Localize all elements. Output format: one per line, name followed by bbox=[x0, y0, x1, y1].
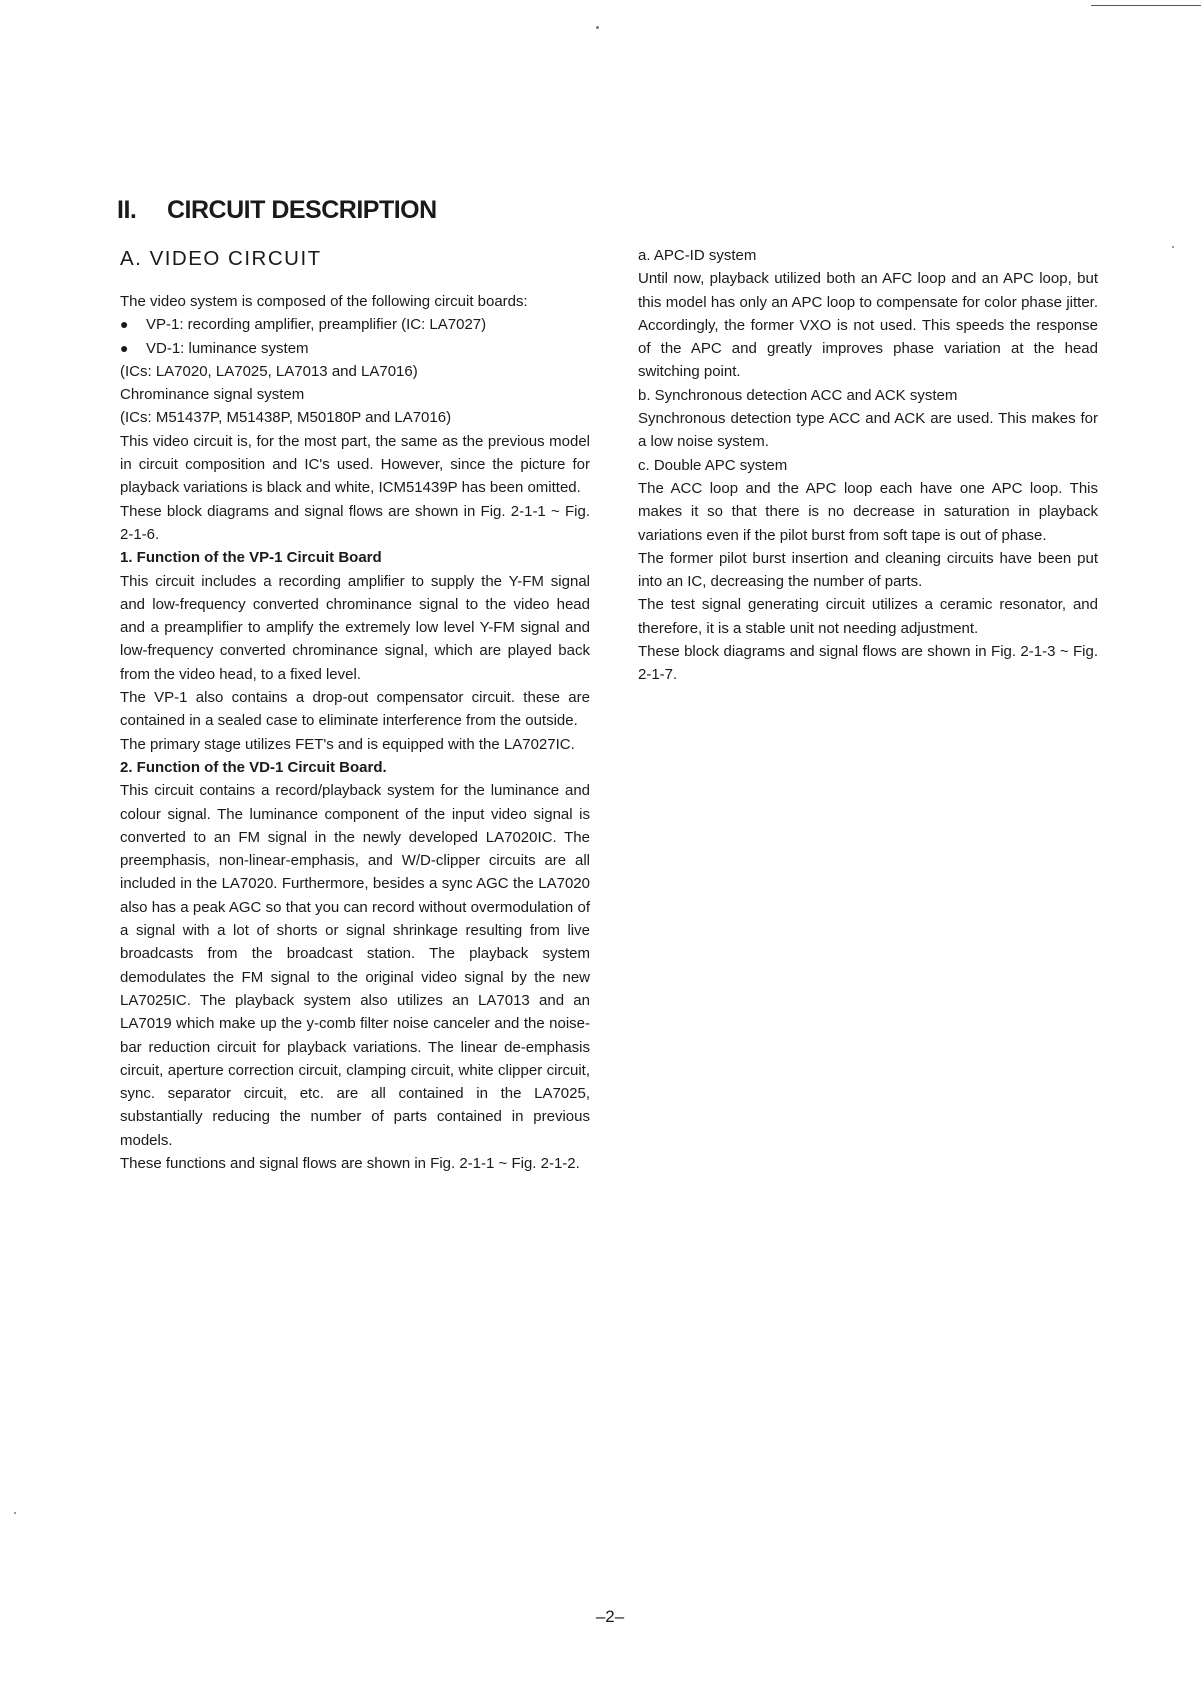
list-item bbox=[120, 337, 590, 360]
bullet-icon: ● bbox=[120, 316, 129, 333]
section-title: A. VIDEO CIRCUIT bbox=[120, 247, 322, 270]
scan-speck bbox=[1172, 246, 1174, 248]
item-heading: b. Synchronous detection ACC and ACK system bbox=[638, 386, 958, 404]
paragraph: These functions and signal flows are shown in Fig. 2-1-1 ~ Fig. 2-1-2. bbox=[120, 1154, 580, 1172]
left-column bbox=[120, 246, 590, 1175]
paragraph: This video circuit is, for the most part, the same as the previous model in circuit composition and IC's used. However, since the picture for playback variations is black and white, ICM51439P has been omitted. bbox=[120, 432, 590, 497]
paragraph: The test signal generating circuit utilizes a ceramic resonator, and therefore, it is a stable unit not needing adjustment. bbox=[638, 596, 1098, 637]
paragraph: These block diagrams and signal flows are shown in Fig. 2-1-1 ~ Fig. 2-1-6. bbox=[120, 502, 590, 543]
paragraph: Until now, playback utilized both an AFC loop and an APC loop, but this model has only an APC loop to compensate for color phase jitter. Accordingly, the former VXO is not used. This speeds the response of the APC and greatly improves phase variation at the head switching point. bbox=[638, 270, 1098, 381]
page-number: –2– bbox=[595, 1607, 625, 1626]
bullet-icon: ● bbox=[120, 339, 129, 356]
item-heading: a. APC-ID system bbox=[638, 247, 757, 264]
item-heading: c. Double APC system bbox=[638, 456, 788, 474]
indent-line: (ICs: LA7020, LA7025, LA7013 and LA7016) bbox=[120, 362, 418, 380]
paragraph: These block diagrams and signal flows are shown in Fig. 2-1-3 ~ Fig. 2-1-7. bbox=[638, 643, 1098, 684]
paragraph: The former pilot burst insertion and cleaning circuits have been put into an IC, decreasing the number of parts. bbox=[638, 549, 1098, 591]
right-column bbox=[638, 244, 1098, 687]
paragraph: The ACC loop and the APC loop each have one APC loop. This makes it so that there is no decrease in saturation in playback variations even if the pilot burst from soft tape is out of phase. bbox=[638, 479, 1098, 544]
paragraph: Synchronous detection type ACC and ACK are used. This makes for a low noise system. bbox=[638, 410, 1098, 451]
indent-line: (ICs: M51437P, M51438P, M50180P and LA7016) bbox=[120, 409, 452, 427]
subheading: 1. Function of the VP-1 Circuit Board bbox=[120, 549, 382, 567]
paragraph: This circuit includes a recording amplifier to supply the Y-FM signal and low-frequency converted chrominance signal to the video head and a preamplifier to amplify the extremely low level Y-FM signal and low-frequency converted chrominance signal, which are played back from the video head, to a fixed level. bbox=[120, 572, 590, 683]
page-title bbox=[117, 196, 437, 225]
subheading: 2. Function of the VD-1 Circuit Board. bbox=[120, 758, 387, 776]
list-item-text: VD-1: luminance system bbox=[146, 339, 309, 357]
scan-edge-rule bbox=[1091, 5, 1201, 6]
scan-speck bbox=[596, 26, 599, 29]
list-item-text: VP-1: recording amplifier, preamplifier (IC: LA7027) bbox=[146, 316, 487, 334]
paragraph: The VP-1 also contains a drop-out compensator circuit. these are contained in a sealed case to eliminate interference from the outside. bbox=[120, 689, 590, 730]
chapter-number: II. bbox=[117, 196, 137, 224]
paragraph: The primary stage utilizes FET's and is equipped with the LA7027IC. bbox=[120, 735, 575, 753]
list-item bbox=[120, 313, 590, 336]
chapter-title: CIRCUIT DESCRIPTION bbox=[167, 196, 437, 224]
paragraph: This circuit contains a record/playback system for the luminance and colour signal. The luminance component of the input video signal is converted to an FM signal in the newly developed LA7020IC. The preemphasis, non-linear-emphasis, and W/D-clipper circuits are all included in the LA7020. Furthermore, besides a sync AGC the LA7020 also has a peak AGC so that you can record without overmodulation of a signal with a lot of shorts or signal shrinkage resulting from live broadcasts from the broadcast station. The playback system demodulates the FM signal to the original video signal by the new LA7025IC. The playback system also utilizes an LA7013 and an LA7019 which make up the y-comb filter noise canceler and the noise-bar reduction circuit for playback variations. The linear de-emphasis circuit, aperture correction circuit, clamping circuit, white clipper circuit, sync. separator circuit, etc. are all contained in the LA7025, substantially reducing the number of parts contained in previous models. bbox=[120, 782, 590, 1149]
indent-line: Chrominance signal system bbox=[120, 386, 305, 404]
scan-speck bbox=[14, 1512, 16, 1514]
intro-paragraph: The video system is composed of the following circuit boards: bbox=[120, 293, 528, 310]
